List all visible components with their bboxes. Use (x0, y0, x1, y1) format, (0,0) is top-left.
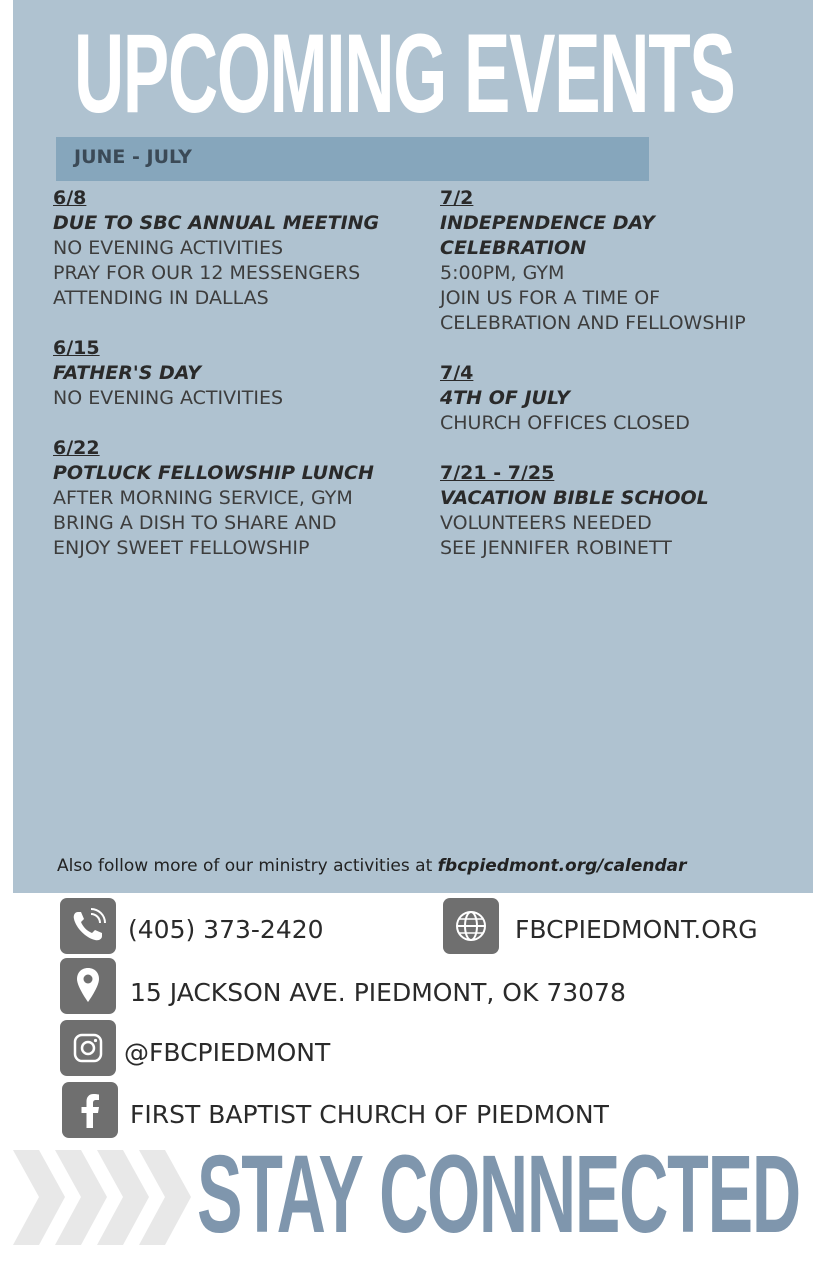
address-text: 15 JACKSON AVE. PIEDMONT, OK 73078 (130, 978, 626, 1007)
event-item (53, 186, 423, 311)
chevron-decoration (13, 1150, 198, 1249)
event-item (440, 361, 815, 436)
event-item (53, 336, 423, 411)
map-pin-icon (60, 958, 116, 1014)
facebook-icon (62, 1082, 118, 1138)
event-name: DUE TO SBC ANNUAL MEETING (53, 212, 380, 234)
event-detail: JOIN US FOR A TIME OF (440, 287, 661, 309)
instagram-handle[interactable]: @FBCPIEDMONT (124, 1038, 331, 1067)
event-detail: NO EVENING ACTIVITIES (53, 237, 284, 259)
event-detail: PRAY FOR OUR 12 MESSENGERS (53, 262, 361, 284)
event-date: 7/21 - 7/25 (440, 462, 555, 484)
event-date: 6/15 (53, 337, 100, 359)
event-name: 4TH OF JULY (440, 387, 570, 409)
event-detail: SEE JENNIFER ROBINETT (440, 537, 672, 559)
phone-number[interactable]: (405) 373-2420 (128, 915, 324, 944)
event-name: INDEPENDENCE DAY (440, 212, 655, 234)
instagram-icon (60, 1020, 116, 1076)
events-column-right (440, 186, 815, 586)
globe-icon (443, 898, 499, 954)
event-detail: ENJOY SWEET FELLOWSHIP (53, 537, 310, 559)
events-column-left (53, 186, 423, 586)
footer-title: STAY CONNECTED (197, 1133, 800, 1256)
calendar-link[interactable]: fbcpiedmont.org/calendar (437, 856, 687, 876)
event-detail: NO EVENING ACTIVITIES (53, 387, 284, 409)
event-name: POTLUCK FELLOWSHIP LUNCH (53, 462, 374, 484)
event-detail: CELEBRATION AND FELLOWSHIP (440, 312, 746, 334)
follow-text: Also follow more of our ministry activities at (57, 856, 438, 876)
page-title: UPCOMING EVENTS (74, 11, 735, 136)
event-detail: AFTER MORNING SERVICE, GYM (53, 487, 353, 509)
event-detail: BRING A DISH TO SHARE AND (53, 512, 337, 534)
follow-note (57, 856, 687, 876)
event-date: 7/4 (440, 362, 474, 384)
event-detail: ATTENDING IN DALLAS (53, 287, 269, 309)
facebook-page[interactable]: FIRST BAPTIST CHURCH OF PIEDMONT (130, 1100, 609, 1129)
event-date: 7/2 (440, 187, 474, 209)
event-detail: 5:00PM, GYM (440, 262, 565, 284)
date-range-band (56, 137, 649, 181)
event-detail: VOLUNTEERS NEEDED (440, 512, 652, 534)
event-name: CELEBRATION (440, 237, 587, 259)
date-range: JUNE - JULY (74, 146, 192, 168)
website-url[interactable]: FBCPIEDMONT.ORG (515, 915, 758, 944)
event-item (440, 186, 815, 336)
event-date: 6/8 (53, 187, 87, 209)
event-date: 6/22 (53, 437, 100, 459)
phone-icon (60, 898, 116, 954)
event-detail: CHURCH OFFICES CLOSED (440, 412, 690, 434)
event-name: FATHER'S DAY (53, 362, 202, 384)
event-item (440, 461, 815, 561)
event-name: VACATION BIBLE SCHOOL (440, 487, 709, 509)
event-item (53, 436, 423, 561)
